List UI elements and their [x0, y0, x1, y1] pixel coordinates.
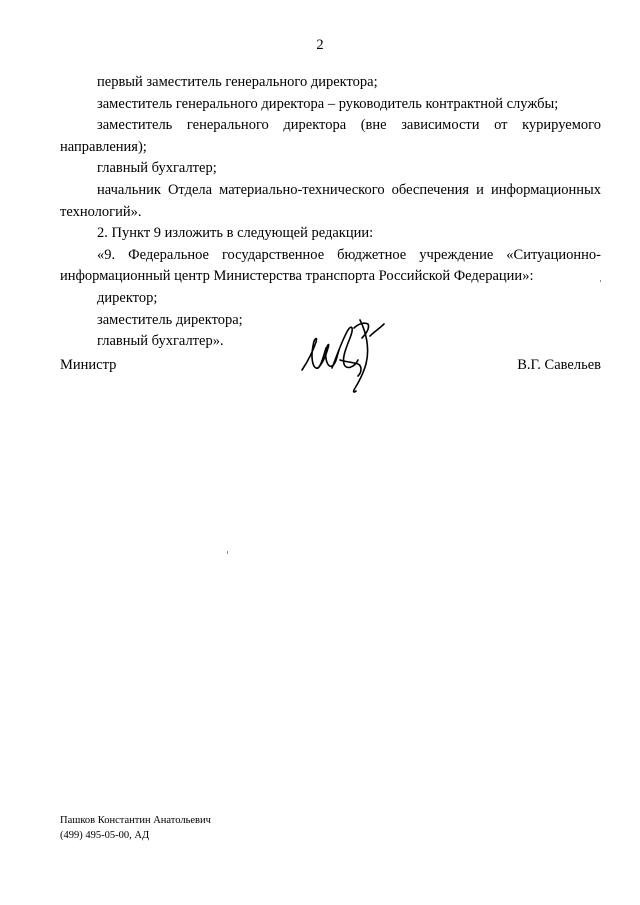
- list-item-director: директор;: [97, 289, 158, 306]
- executor-info: [60, 814, 211, 843]
- signatory-name: В.Г. Савельев: [517, 357, 601, 373]
- clause-2-heading: 2. Пункт 9 изложить в следующей редакции:: [97, 225, 374, 242]
- handwritten-signature: [300, 318, 386, 394]
- scan-speck: [227, 551, 228, 554]
- executor-phone: (499) 495-05-00, АД: [60, 829, 150, 841]
- executor-name: Пашков Константин Анатольевич: [60, 815, 211, 826]
- list-item-chief-accountant: главный бухгалтер;: [97, 160, 217, 177]
- list-item-first-deputy: первый заместитель генерального директора;: [97, 74, 378, 90]
- document-body: [60, 72, 601, 353]
- list-item-deputy-contract: заместитель генерального директора – руководитель контрактной службы;: [97, 95, 559, 112]
- list-item-deputy-general: заместитель генерального директора (вне зависимости от курируемого направления);: [60, 117, 601, 155]
- scan-speck: [600, 280, 601, 282]
- page-number: 2: [316, 37, 324, 53]
- list-item-deputy-director: заместитель директора;: [97, 311, 243, 328]
- clause-9-text: «9. Федеральное государственное бюджетное учреждение «Ситуационно-информационный центр Министерства транспорта Российской Федерации»:: [60, 246, 601, 285]
- list-item-department-head: начальник Отдела материально-технического обеспечения и информационных технологий».: [60, 181, 601, 220]
- signatory-position: Министр: [60, 357, 117, 373]
- list-item-chief-accountant-2: главный бухгалтер».: [97, 333, 224, 350]
